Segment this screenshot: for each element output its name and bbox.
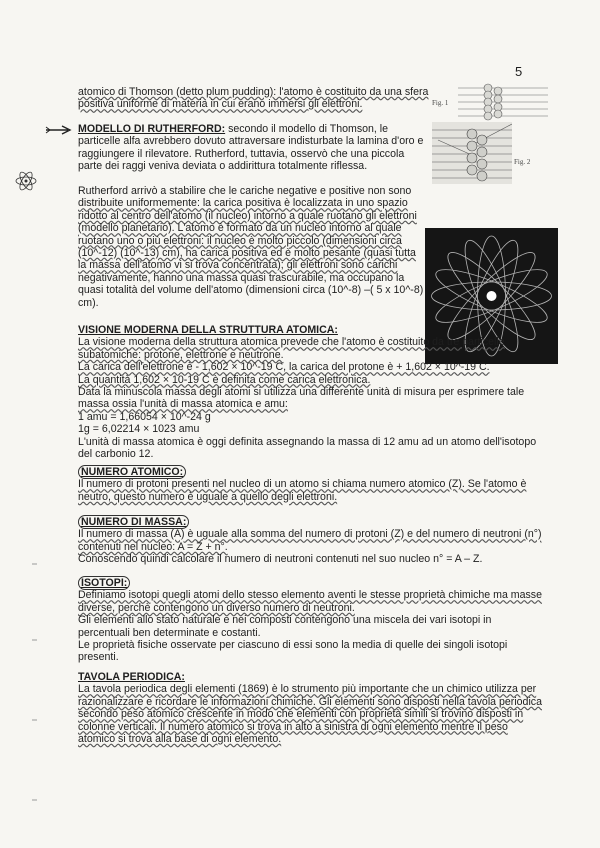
thomson-intro-paragraph [78, 86, 428, 111]
text-line: cm). [78, 296, 99, 309]
text-line: diverse, perchè contengono un diverso numero di neutroni. [78, 601, 355, 614]
atomic-number-heading: NUMERO ATOMICO: [78, 465, 186, 479]
text-line: Conoscendo quindi calcolare il numero di neutroni contenuti nel suo nucleo n° = A – Z. [78, 553, 483, 566]
text-line: atomico di Thomson (detto plum pudding): l'atomo è costituito da una sfera [78, 86, 429, 98]
text-line: presenti. [78, 651, 119, 664]
periodic-table-section [78, 671, 542, 745]
atomic-number-section [78, 466, 526, 503]
text-line: negativamente, hanno una massa quasi trascurabile, ma occupano la [78, 271, 405, 284]
text-line: del carbonio 12. [78, 448, 154, 461]
text-line: quasi totalità del volume dell'atomo (dimensioni circa (10^-8) –( 5 x 10^-8) [78, 284, 424, 297]
text-line: Le proprietà fisiche osservate per ciascuno di essi sono la media di quelle dei singoli isotopi [78, 639, 508, 652]
text-line: subatomiche: protone, elettrone e neutrone. [78, 348, 284, 361]
text-line: Gli elementi allo stato naturale e nei composti contengono una miscela dei vari isotopi in [78, 614, 492, 627]
text-line: particelle alfa avrebbero dovuto attraversare indisturbate la lamina d'oro e [78, 135, 424, 148]
modern-structure-heading: VISIONE MODERNA DELLA STRUTTURA ATOMICA: [78, 324, 338, 336]
text-line: ruotano uno o più elettroni: il nucleo è molto piccolo (dimensioni circa [78, 234, 402, 247]
text-line: distribuite uniformemente: la carica positiva è localizzata in uno spazio [78, 197, 408, 210]
margin-scan-marks [30, 560, 42, 810]
rutherford-scattering-figure [432, 122, 512, 184]
text-line: (modello planetario). L'atomo è formato da un nucleo intorno al quale [78, 222, 402, 235]
text-line: La tavola periodica degli elementi (1869) è lo strumento più importante che un chimico utilizza per [78, 683, 537, 696]
text-line: L'unità di massa atomica è oggi definita assegnando la massa di 12 amu ad un atomo dell'isotopo [78, 435, 537, 448]
text-line: Data la minuscola massa degli atomi si utilizza una differente unità di misura per esprimere tale [78, 386, 525, 399]
periodic-table-heading: TAVOLA PERIODICA: [78, 671, 185, 683]
text-line: Definiamo isotopi quegli atomi dello stesso elemento aventi le stesse proprietà chimiche ma masse [78, 589, 542, 602]
text-line: 1g = 6,02214 × 1023 amu [78, 423, 200, 436]
text-line: Il numero di protoni presenti nel nucleo di un atomo si chiama numero atomico (Z). Se l'atomo è [78, 478, 527, 491]
text-line: raggiungere il rilevatore. Rutherford, tuttavia, osservò che una piccola [78, 147, 405, 160]
margin-arrow-icon [44, 124, 74, 136]
isotopes-section [78, 577, 542, 664]
text-line: La quantità 1,602 × 10-19 C è definita come carica elettronica. [78, 373, 371, 386]
text-line: colonne verticali. Il numero atomico si trova in alto a sinistra di ogni elemento mentre il peso [78, 720, 508, 733]
mass-number-section [78, 516, 542, 566]
text-line: massa ossia l'unità di massa atomica e amu: [78, 398, 288, 411]
text-line: percentuali ben determinate e costanti. [78, 626, 261, 639]
text-line: (10^-12) (10^-13) cm), ha carica positiva ed è molto pesante (quasi tutta [78, 247, 416, 260]
text-line: ridotto al centro dell'atomo (il nucleo) intorno a quale ruotano gli elettroni [78, 209, 417, 222]
rutherford-conclusion-paragraph [78, 185, 423, 309]
modern-structure-section [78, 324, 536, 460]
page-number: 5 [515, 64, 523, 79]
figure-2-label: Fig. 2 [514, 158, 531, 166]
mass-number-heading: NUMERO DI MASSA: [78, 515, 189, 529]
text-line: contenuti nel nucleo: A = Z + n°. [78, 540, 228, 553]
figure-1-label: Fig. 1 [432, 99, 449, 107]
text-line: positiva uniforme di materia in cui erano immersi gli elettroni. [78, 98, 363, 111]
isotopes-heading: ISOTOPI: [78, 576, 130, 590]
text-line: secondo il modello di Thomson, le [225, 123, 389, 135]
margin-atom-doodle-icon [14, 168, 38, 194]
text-line: Il numero di massa (A) è uguale alla somma del numero di protoni (Z) e del numero di neutroni (n°) [78, 528, 542, 541]
rutherford-model-paragraph [78, 123, 423, 173]
text-line: La visione moderna della struttura atomica prevede che l'atomo è costituito da tre particelle [78, 336, 505, 349]
text-line: razionalizzare e ricordare le informazioni chimiche. Gli elementi sono disposti nella tavola periodica [78, 695, 542, 708]
text-line: Rutherford arrivò a stabilire che le cariche negative e positive non sono [78, 185, 412, 197]
text-line: la massa dell'atomo vi si trova concentrata); gli elettroni sono carichi [78, 259, 398, 272]
text-line: secondo peso atomico crescente in modo che elementi con proprietà simili si trovino disposti in [78, 708, 524, 721]
text-line: atomico si trova alla base di ogni elemento. [78, 733, 282, 746]
rutherford-heading: MODELLO DI RUTHERFORD: [78, 123, 226, 135]
text-line: 1 amu = 1,66054 × 10^-24 g [78, 410, 211, 423]
text-line: La carica dell'elettrone è - 1,602 × 10^-19 C, la carica del protone è + 1,602 × 10^-19 C. [78, 361, 490, 374]
thomson-diagram-figure [458, 82, 548, 122]
text-line: parte dei raggi veniva deviata o addirittura totalmente riflessa. [78, 160, 368, 173]
text-line: neutro, questo numero è uguale a quello degli elettroni. [78, 490, 338, 503]
